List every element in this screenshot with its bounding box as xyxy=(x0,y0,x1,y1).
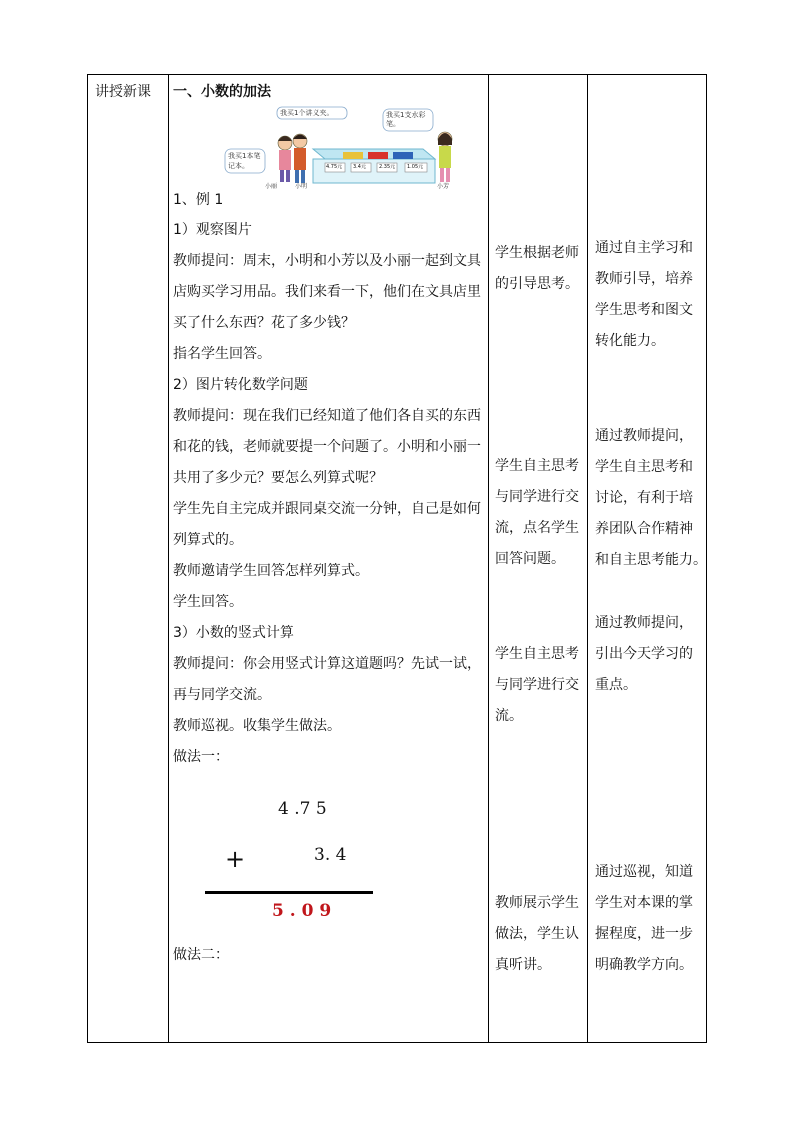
content-line: 教师巡视。收集学生做法。 xyxy=(173,718,341,734)
content-line: 指名学生回答。 xyxy=(173,346,271,362)
step-title: 3）小数的竖式计算 xyxy=(173,625,294,641)
column-divider xyxy=(488,75,489,1042)
design-intent xyxy=(595,857,703,981)
student-activity xyxy=(495,451,587,575)
content-line: 共用了多少元？要怎么列算式呢？ xyxy=(173,470,383,486)
step-title: 1）观察图片 xyxy=(173,222,252,238)
content-line: 教师提问：你会用竖式计算这道题吗？先试一试， xyxy=(173,656,481,672)
bubble-right-text: 我买1支水彩笔。 xyxy=(386,111,426,128)
student-line: 流。 xyxy=(495,708,523,724)
student-line: 的引导思考。 xyxy=(495,276,579,292)
intent-line: 通过教师提问， xyxy=(595,615,693,631)
design-intent xyxy=(595,421,707,576)
design-intent xyxy=(595,233,703,357)
intent-line: 重点。 xyxy=(595,677,637,693)
intent-line: 引出今天学习的 xyxy=(595,646,693,662)
student-line: 学生自主思考 xyxy=(495,458,579,474)
student-line: 与同学进行交 xyxy=(495,677,579,693)
intent-line: 和自主思考能力。 xyxy=(595,552,707,568)
calc-underline xyxy=(205,891,373,894)
intent-line: 握程度，进一步 xyxy=(595,926,693,942)
section-title: 一、小数的加法 xyxy=(173,84,271,100)
student-line: 与同学进行交 xyxy=(495,489,579,505)
intent-line: 学生自主思考和 xyxy=(595,459,693,475)
intent-line: 学生对本课的掌 xyxy=(595,895,693,911)
student-line: 学生根据老师 xyxy=(495,245,579,261)
design-intent xyxy=(595,608,703,701)
content-line: 教师邀请学生回答怎样列算式。 xyxy=(173,563,369,579)
content-line: 学生回答。 xyxy=(173,594,243,610)
method-two-label: 做法二： xyxy=(173,947,229,963)
column-divider xyxy=(587,75,588,1042)
column-divider xyxy=(168,75,169,1042)
intent-line: 教师引导，培养 xyxy=(595,271,693,287)
student-line: 学生自主思考 xyxy=(495,646,579,662)
content-line: 做法一： xyxy=(173,749,229,765)
student-line: 真听讲。 xyxy=(495,957,551,973)
intent-line: 转化能力。 xyxy=(595,333,665,349)
student-line: 回答问题。 xyxy=(495,551,565,567)
name-right: 小芳 xyxy=(437,183,450,190)
intent-line: 通过教师提问， xyxy=(595,428,693,444)
intent-line: 明确教学方向。 xyxy=(595,957,693,973)
example-label: 1、例 1 xyxy=(173,192,224,208)
bubble-mid-text: 我买1个讲义夹。 xyxy=(280,109,334,117)
content-line: 和花的钱，老师就要提一个问题了。小明和小丽一 xyxy=(173,439,481,455)
student-activity xyxy=(495,238,587,300)
price-tag: 3.4元 xyxy=(353,164,366,170)
intent-line: 养团队合作精神 xyxy=(595,521,693,537)
step-title: 2）图片转化数学问题 xyxy=(173,377,308,393)
stationery-illustration xyxy=(173,103,483,191)
lesson-table xyxy=(87,74,707,1043)
name-mid: 小明 xyxy=(295,183,308,190)
bubble-left-text: 我买1本笔记本。 xyxy=(228,152,261,170)
price-tag: 2.35元 xyxy=(379,164,396,170)
plus-sign: + xyxy=(225,845,246,873)
calc-second-number: 3. 4 xyxy=(314,845,347,865)
student-activity xyxy=(495,888,587,981)
price-tag: 1.05元 xyxy=(407,164,424,170)
stage-label: 讲授新课 xyxy=(95,84,151,100)
student-activity xyxy=(495,639,587,732)
teaching-content xyxy=(173,81,483,773)
intent-line: 讨论，有利于培 xyxy=(595,490,693,506)
student-line: 教师展示学生 xyxy=(495,895,579,911)
content-line: 学生先自主完成并跟同桌交流一分钟，自己是如何 xyxy=(173,501,481,517)
intent-line: 学生思考和图文 xyxy=(595,302,693,318)
content-line: 买了什么东西？花了多少钱？ xyxy=(173,315,355,331)
content-line: 再与同学交流。 xyxy=(173,687,271,703)
calc-top-number: 4 .7 5 xyxy=(278,799,327,819)
intent-line: 通过巡视，知道 xyxy=(595,864,693,880)
calc-result: 5 . 0 9 xyxy=(272,901,332,921)
content-line: 教师提问：周末，小明和小芳以及小丽一起到文具 xyxy=(173,253,481,269)
price-tag: 4.75元 xyxy=(326,164,343,170)
content-line: 教师提问：现在我们已经知道了他们各自买的东西 xyxy=(173,408,481,424)
intent-line: 通过自主学习和 xyxy=(595,240,693,256)
content-line: 店购买学习用品。我们来看一下，他们在文具店里 xyxy=(173,284,481,300)
name-left: 小丽 xyxy=(265,183,278,190)
student-line: 做法，学生认 xyxy=(495,926,579,942)
content-line: 列算式的。 xyxy=(173,532,243,548)
student-line: 流，点名学生 xyxy=(495,520,579,536)
